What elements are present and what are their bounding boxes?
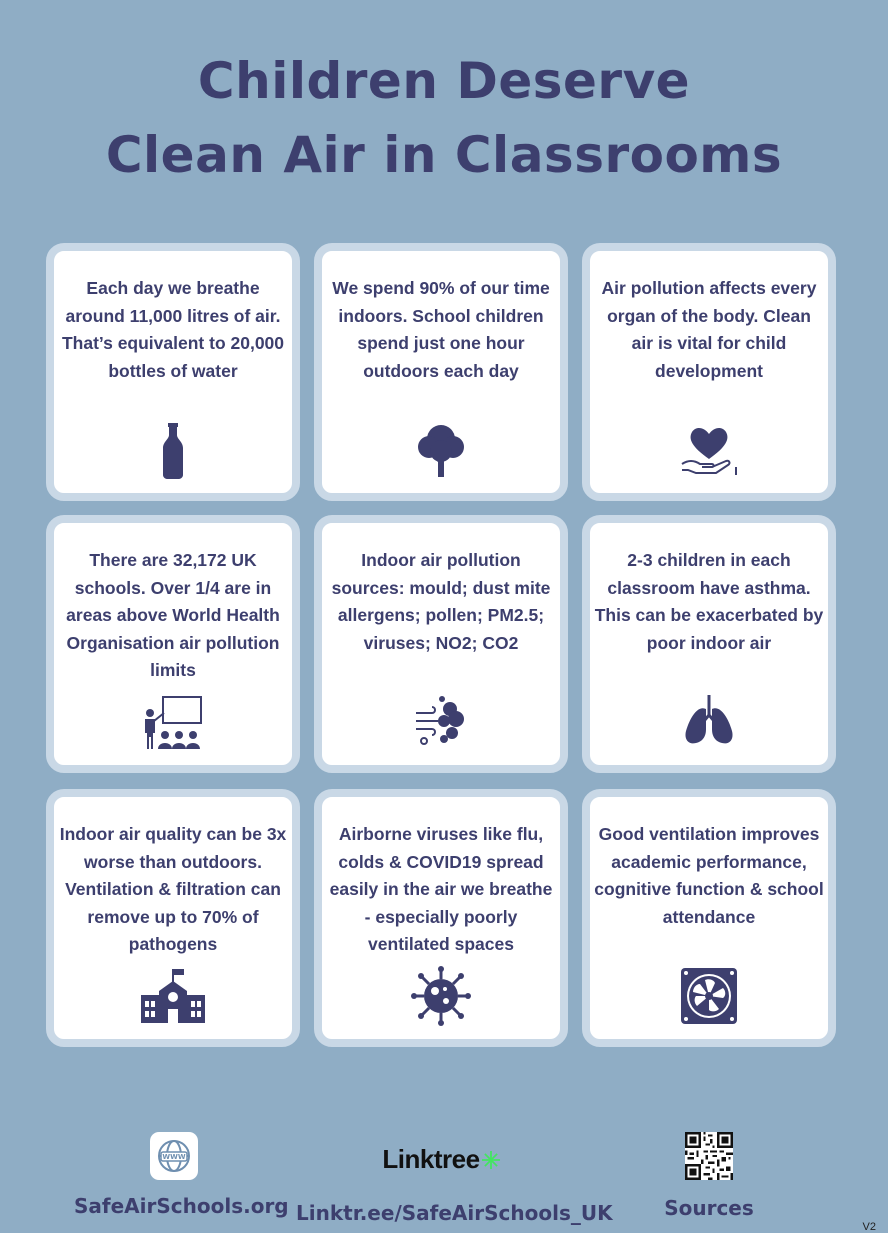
bottle-icon xyxy=(142,419,204,481)
title-line-1: Children Deserve xyxy=(197,52,691,110)
linktree-link[interactable]: Linktr.ee/SafeAirSchools_UK xyxy=(296,1201,613,1225)
svg-text:WWW: WWW xyxy=(162,1153,186,1161)
school-building-icon xyxy=(137,965,209,1027)
globe-www-icon xyxy=(150,1132,198,1180)
fact-card-pollution-sources xyxy=(314,515,568,773)
fact-card-breathing xyxy=(46,243,300,501)
linktree-logo xyxy=(296,1144,586,1175)
linktree-star-icon xyxy=(482,1151,500,1169)
lungs-icon xyxy=(678,691,740,753)
air-particles-icon xyxy=(410,691,472,753)
fact-card-asthma xyxy=(582,515,836,773)
card-text: 2-3 children in each classroom have asthma. This can be exacerbated by poor indoor air xyxy=(594,550,824,653)
card-text: Good ventilation improves academic performance, cognitive function & school attendance xyxy=(594,824,824,927)
card-text: There are 32,172 UK schools. Over 1/4 are in areas above World Health Organisation air pollution limits xyxy=(66,550,280,680)
footer-sources[interactable] xyxy=(619,1132,799,1220)
card-text: Air pollution affects every organ of the body. Clean air is vital for child development xyxy=(601,278,817,381)
version-label: V2 xyxy=(862,1221,876,1233)
fact-card-ventilation xyxy=(582,789,836,1047)
sources-link[interactable]: Sources xyxy=(664,1196,754,1220)
card-text: Airborne viruses like flu, colds & COVID19 spread easily in the air we breathe - especially poorly ventilated spaces xyxy=(329,824,553,954)
fact-card-viruses xyxy=(314,789,568,1047)
tree-icon xyxy=(410,419,472,481)
fact-card-indoors xyxy=(314,243,568,501)
website-link[interactable]: SafeAirSchools.org xyxy=(74,1194,289,1218)
ventilation-fan-icon xyxy=(678,965,740,1027)
fact-card-organs xyxy=(582,243,836,501)
card-text: Indoor air pollution sources: mould; dust mite allergens; pollen; PM2.5; viruses; NO2; CO2 xyxy=(331,550,551,653)
footer-linktree[interactable] xyxy=(296,1144,613,1225)
fact-card-schools xyxy=(46,515,300,773)
page-title xyxy=(0,44,888,192)
fact-card-air-quality xyxy=(46,789,300,1047)
footer-website[interactable] xyxy=(74,1132,289,1218)
card-text: We spend 90% of our time indoors. School children spend just one hour outdoors each day xyxy=(332,278,550,381)
card-text: Indoor air quality can be 3x worse than outdoors. Ventilation & filtration can remove up to 70% of pathogens xyxy=(59,824,287,954)
title-line-2: Clean Air in Classrooms xyxy=(105,126,783,184)
heart-in-hand-icon xyxy=(678,419,740,481)
card-text: Each day we breathe around 11,000 litres of air. That’s equivalent to 20,000 bottles of water xyxy=(61,278,285,381)
qr-code-icon[interactable] xyxy=(685,1132,733,1180)
virus-icon xyxy=(410,965,472,1027)
classroom-teacher-icon xyxy=(137,691,209,753)
linktree-wordmark: Linktree xyxy=(382,1144,480,1174)
